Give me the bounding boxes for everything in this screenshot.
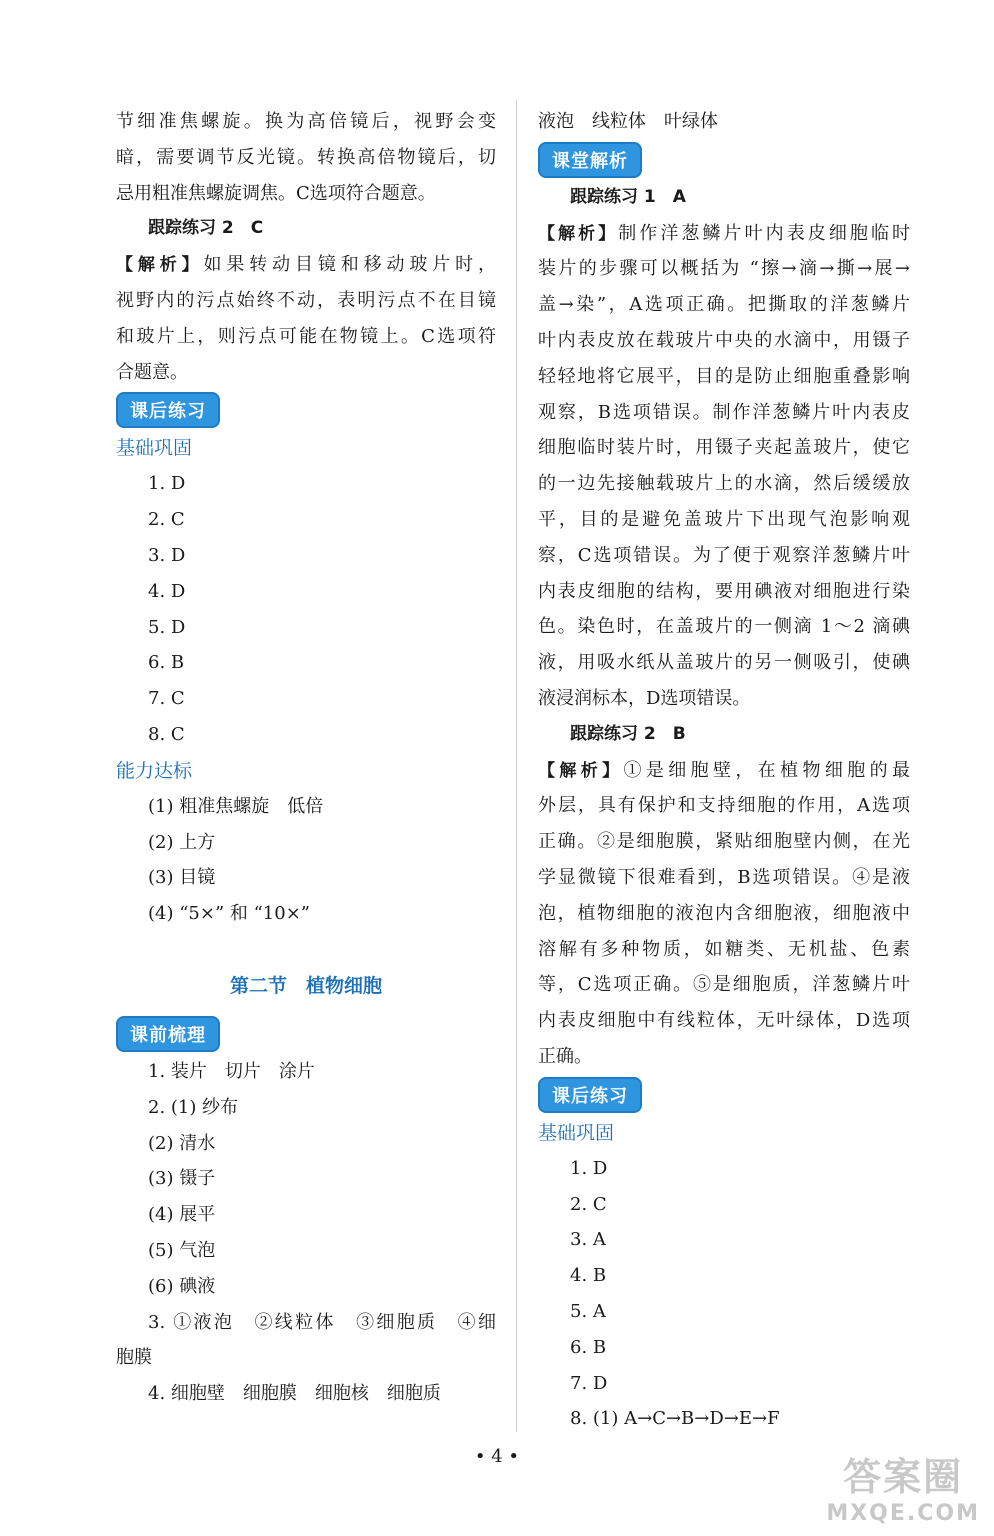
pre-item: (6) 碘液 <box>148 1275 216 1297</box>
tag-row <box>538 140 910 180</box>
analysis-first-line <box>538 753 910 789</box>
analysis-text: ①是细胞壁，在植物细胞的最 <box>623 759 910 781</box>
analysis-line: 盖→染”，A选项正确。把撕取的洋葱鳞片 <box>538 294 910 316</box>
analysis-line: 观察，B选项错误。制作洋葱鳞片叶内表皮 <box>538 401 910 423</box>
pre-item: (5) 气泡 <box>148 1239 216 1261</box>
tag-row <box>538 1075 910 1115</box>
tag-after-class: 课后练习 <box>116 392 220 428</box>
right-column <box>538 104 910 1437</box>
pre-item: 4. 细胞壁 细胞膜 细胞核 细胞质 <box>148 1383 441 1405</box>
answer-item: (3) 目镜 <box>148 867 216 889</box>
analysis-line: 外层，具有保护和支持细胞的作用，A选项 <box>538 795 910 817</box>
pre-item: 1. 装片 切片 涂片 <box>148 1060 315 1082</box>
answer-item: 1. D <box>148 473 186 495</box>
analysis-label: 【解析】 <box>538 223 619 244</box>
analysis-label: 【解析】 <box>116 255 204 276</box>
analysis-line: 溶解有多种物质，如糖类、无机盐、色素 <box>538 938 910 960</box>
analysis-label: 【解析】 <box>538 760 624 781</box>
column-divider <box>516 100 517 1432</box>
page-number: • 4 • <box>474 1446 520 1467</box>
analysis-first-line <box>116 247 496 283</box>
pre-item: (3) 镊子 <box>148 1168 216 1190</box>
tag-before-class: 课前梳理 <box>116 1016 220 1052</box>
paragraph-line: 忌用粗准焦螺旋调焦。C选项符合题意。 <box>116 182 436 204</box>
analysis-line: 正确。 <box>538 1045 592 1067</box>
answer-item: 8. C <box>148 723 185 745</box>
answer-item: 2. C <box>570 1193 607 1215</box>
analysis-line: 装片的步骤可以概括为 “擦→滴→撕→展→ <box>538 258 910 280</box>
answer-item: 2. C <box>148 509 185 531</box>
answer-item: 8. (1) A→C→B→D→E→F <box>570 1408 780 1430</box>
analysis-line: 内表皮细胞中有线粒体，无叶绿体，D选项 <box>538 1010 910 1032</box>
pre-item: 2. (1) 纱布 <box>148 1096 239 1118</box>
analysis-first-line <box>538 216 910 252</box>
subheading-basic: 基础巩固 <box>116 437 193 460</box>
analysis-line: 内表皮细胞的结构，要用碘液对细胞进行染 <box>538 580 910 602</box>
tag-after-class: 课后练习 <box>538 1077 642 1113</box>
analysis-line: 学显微镜下很难看到，B选项错误。④是液 <box>538 866 910 888</box>
analysis-line: 液浸润标本，D选项错误。 <box>538 687 751 709</box>
analysis-line: 正确。②是细胞膜，紧贴细胞壁内侧，在光 <box>538 831 910 853</box>
tag-in-class: 课堂解析 <box>538 142 642 178</box>
tag-row <box>116 1014 496 1054</box>
tracking-exercise-2: 跟踪练习 2 B <box>570 723 686 744</box>
answer-item: 4. B <box>570 1265 607 1287</box>
paragraph-line: 节细准焦螺旋。换为高倍镜后，视野会变 <box>116 111 496 132</box>
answer-item: (1) 粗准焦螺旋 低倍 <box>148 795 324 817</box>
analysis-line: 色。染色时，在盖玻片的一侧滴 1～2 滴碘 <box>538 616 910 638</box>
paragraph-line: 暗，需要调节反光镜。转换高倍物镜后，切 <box>116 146 496 168</box>
answer-item: (2) 上方 <box>148 831 216 853</box>
analysis-line: 平，目的是避免盖玻片下出现气泡影响观 <box>538 508 910 530</box>
answer-item: 7. C <box>148 688 185 710</box>
answer-item: 1. D <box>570 1157 608 1179</box>
analysis-line: 和玻片上，则污点可能在物镜上。C选项符 <box>116 325 496 347</box>
watermark-line1: 答案圈 <box>843 1455 964 1499</box>
answer-item: 5. A <box>570 1300 606 1322</box>
answer-item: 4. D <box>148 580 186 602</box>
answer-item: (4) “5×” 和 “10×” <box>148 903 310 925</box>
subheading-basic: 基础巩固 <box>538 1121 615 1144</box>
analysis-line: 视野内的污点始终不动，表明污点不在目镜 <box>116 289 496 311</box>
analysis-line: 叶内表皮放在载玻片中央的水滴中，用镊子 <box>538 329 910 351</box>
pre-item: 胞膜 <box>116 1347 152 1369</box>
analysis-text: 制作洋葱鳞片叶内表皮细胞临时 <box>618 222 911 244</box>
analysis-line: 合题意。 <box>116 361 188 383</box>
answer-item: 7. D <box>570 1372 608 1394</box>
answer-item: 3. A <box>570 1229 606 1251</box>
tracking-exercise-1: 跟踪练习 1 A <box>570 186 686 207</box>
answer-item: 5. D <box>148 616 186 638</box>
answer-item: 6. B <box>570 1336 607 1358</box>
section-title: 第二节 植物细胞 <box>229 974 382 997</box>
subheading-ability: 能力达标 <box>116 759 193 782</box>
answer-item: 3. D <box>148 544 186 566</box>
left-column <box>116 104 496 1412</box>
analysis-line: 等，C选项正确。⑤是细胞质，洋葱鳞片叶 <box>538 974 910 996</box>
analysis-line: 察，C选项错误。为了便于观察洋葱鳞片叶 <box>538 544 910 566</box>
pre-item: (2) 清水 <box>148 1132 216 1154</box>
analysis-line: 的一边先接触载玻片上的水滴，然后缓缓放 <box>538 473 910 495</box>
analysis-text: 如果转动目镜和移动玻片时， <box>203 254 496 276</box>
paragraph-line: 液泡 线粒体 叶绿体 <box>538 111 718 132</box>
answer-item: 6. B <box>148 652 185 674</box>
watermark-logo <box>826 1446 980 1526</box>
pre-item: (4) 展平 <box>148 1204 216 1226</box>
analysis-line: 轻轻地将它展平，目的是防止细胞重叠影响 <box>538 365 910 387</box>
pre-item: 3. ①液泡 ②线粒体 ③细胞质 ④细 <box>148 1311 496 1333</box>
watermark-line2: MXQE.COM <box>826 1501 980 1526</box>
tag-row <box>116 390 496 430</box>
tracking-exercise-2: 跟踪练习 2 C <box>148 218 264 239</box>
analysis-line: 泡，植物细胞的液泡内含细胞液，细胞液中 <box>538 902 910 924</box>
analysis-line: 液，用吸水纸从盖玻片的另一侧吸引，使碘 <box>538 652 910 674</box>
analysis-line: 细胞临时装片时，用镊子夹起盖玻片，使它 <box>538 437 910 459</box>
